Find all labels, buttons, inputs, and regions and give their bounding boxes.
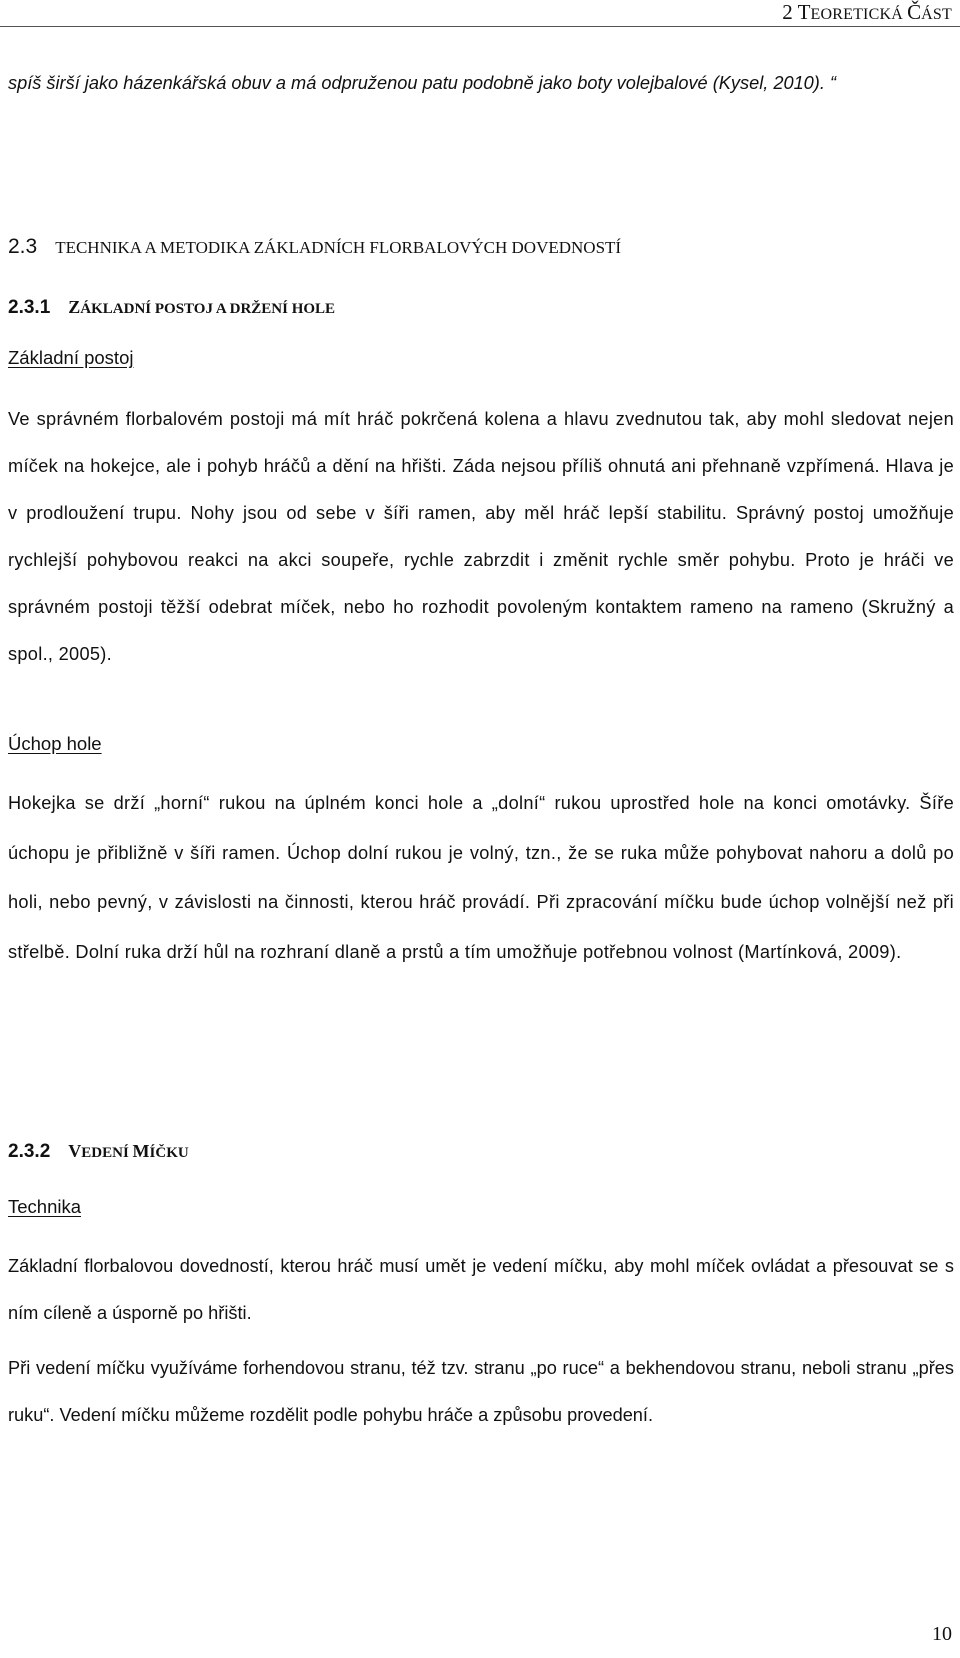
chapter-title-rest: EORETICKÁ (810, 6, 908, 23)
chapter-title-initial: T (797, 0, 811, 24)
section-heading-2-3-1 (8, 294, 335, 322)
label-technique: Technika (8, 1196, 82, 1217)
running-head (782, 0, 952, 27)
label-grip: Úchop hole (8, 733, 102, 754)
section-heading-2-3 (8, 232, 621, 262)
paragraph-grip: Hokejka se drží „horní“ rukou na úplném konci hole a „dolní“ rukou uprostřed hole na konci omotávky. Šíře úchopu je přibližně v šíři ramen. Úchop dolní rukou je volný, tzn., že se ruka může pohybovat nahoru a dolů po holi, nebo pevný, v závislosti na činnosti, kterou hráč provádí. Při zpracování míčku bude úchop volnější než při střelbě. Dolní ruka drží hůl na rozhraní dlaně a prstů a tím umožňuje potřebnou volnost (Martínková, 2009). (8, 793, 954, 962)
subsection-number: 2.3.2 (8, 1141, 51, 1162)
subsection-number: 2.3.1 (8, 297, 51, 318)
paragraph-technique-2: Při vedení míčku využíváme forhendovou stranu, též tzv. stranu „po ruce“ a bekhendovou stranu, neboli stranu „přes ruku“. Vedení míčku můžeme rozdělit podle pohybu hráče a způsobu provedení. (8, 1358, 954, 1425)
label-basic-stance: Základní postoj (8, 347, 134, 368)
subsection-title-part: EDENÍ (81, 1145, 133, 1161)
chapter-title-second-rest: ÁST (921, 6, 952, 23)
subsection-title-second-initial: M (132, 1141, 150, 1161)
chapter-number: 2 (782, 0, 793, 24)
paragraph-technique-1: Základní florbalovou dovedností, kterou hráč musí umět je vedení míčku, aby mohl míček ovládat a přesouvat se s ním cíleně a úsporně po hřišti. (8, 1256, 954, 1323)
section-heading-2-3-2 (8, 1138, 189, 1166)
subsection-title-rest: ÁKLADNÍ POSTOJ A DRŽENÍ HOLE (80, 301, 336, 317)
section-title: TECHNIKA A METODIKA ZÁKLADNÍCH FLORBALOVÝCH DOVEDNOSTÍ (55, 238, 622, 257)
intro-paragraph: spíš širší jako házenkářská obuv a má odpruženou patu podobně jako boty volejbalové (Kysel, 2010). “ (8, 73, 837, 93)
subsection-title-initial: Z (68, 297, 81, 317)
section-number: 2.3 (8, 235, 38, 258)
chapter-title-second-initial: Č (907, 0, 922, 24)
paragraph-basic-stance: Ve správném florbalovém postoji má mít hráč pokrčená kolena a hlavu zvednutou tak, aby mohl sledovat nejen míček na hokejce, ale i pohyb hráčů a dění na hřišti. Záda nejsou příliš ohnutá ani přehnaně vzpřímená. Hlava je v prodloužení trupu. Nohy jsou od sebe v šíři ramen, aby měl hráč lepší stabilitu. Správný postoj umožňuje rychlejší pohybovou reakci na akci soupeře, rychle zabrzdit i změnit rychle směr pohybu. Proto je hráči ve správném postoji těžší odebrat míček, nebo ho rozhodit povoleným kontaktem rameno na rameno (Skružný a spol., 2005). (8, 409, 954, 664)
page-number: 10 (932, 1623, 952, 1645)
subsection-title-rest: ÍČKU (149, 1145, 189, 1161)
subsection-title-initial: V (68, 1141, 82, 1161)
header-rule (0, 26, 960, 27)
